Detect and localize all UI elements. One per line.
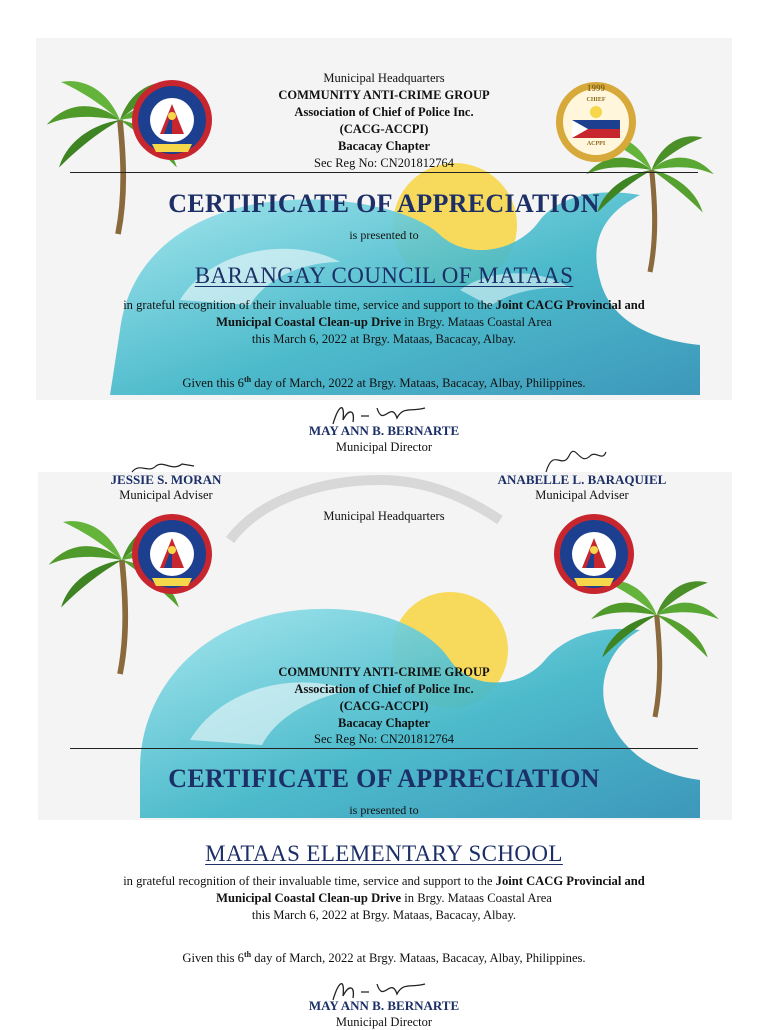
director-role: Municipal Director — [335, 440, 433, 454]
given-suffix: day of March, 2022 at Brgy. Mataas, Bacacay, Albay, Philippines. — [251, 376, 586, 391]
director-name: MAY ANN B. BERNARTE — [308, 423, 460, 438]
recognition-event-part-1: Joint CACG Provincial and — [495, 874, 645, 888]
org-sec-reg: Sec Reg No: CN201812764 — [314, 732, 454, 746]
adviser-1-block — [46, 472, 286, 503]
recognition-line-1 — [0, 297, 768, 314]
org-acronym: (CACG-ACCPI) — [339, 699, 429, 713]
org-name: COMMUNITY ANTI-CRIME GROUP — [278, 665, 490, 679]
org-acronym: (CACG-ACCPI) — [339, 122, 429, 136]
cacg-seal-logo — [130, 512, 214, 596]
given-line — [0, 371, 768, 392]
certificate-title: CERTIFICATE OF APPRECIATION — [168, 764, 600, 793]
director-name: MAY ANN B. BERNARTE — [308, 998, 460, 1013]
recognition-lead: in grateful recognition of their invaluable time, service and support to the — [123, 298, 496, 312]
given-suffix: day of March, 2022 at Brgy. Mataas, Bacacay, Albay, Philippines. — [251, 951, 586, 966]
recognition-line-1 — [0, 873, 768, 890]
recognition-tail: in Brgy. Mataas Coastal Area — [401, 891, 552, 905]
adviser-1-role: Municipal Adviser — [119, 488, 213, 502]
org-association: Association of Chief of Police Inc. — [294, 105, 474, 119]
recognition-line-2 — [0, 890, 768, 907]
given-prefix: Given this 6 — [182, 951, 244, 966]
recognition-event-part-1: Joint CACG Provincial and — [495, 298, 645, 312]
director-role: Municipal Director — [335, 1015, 433, 1029]
org-name: COMMUNITY ANTI-CRIME GROUP — [278, 88, 490, 102]
adviser-1-name: JESSIE S. MORAN — [110, 472, 222, 487]
recipient-name: BARANGAY COUNCIL OF MATAAS — [194, 263, 574, 288]
accpi-seal-year: 1999 — [587, 83, 605, 93]
adviser-2-block — [462, 472, 702, 503]
cacg-seal-logo-right — [552, 512, 636, 596]
header-divider — [70, 172, 698, 173]
presented-to-text: is presented to — [349, 803, 419, 817]
recognition-tail: in Brgy. Mataas Coastal Area — [401, 315, 552, 329]
recognition-date-line: this March 6, 2022 at Brgy. Mataas, Bacacay, Albay. — [251, 908, 517, 922]
org-sec-reg: Sec Reg No: CN201812764 — [314, 156, 454, 170]
accpi-seal-bottom-text: ACPPI — [586, 141, 606, 147]
given-prefix: Given this 6 — [182, 376, 244, 391]
recognition-event-part-2: Municipal Coastal Clean-up Drive — [216, 315, 402, 329]
adviser-2-role: Municipal Adviser — [535, 488, 629, 502]
org-association: Association of Chief of Police Inc. — [294, 682, 474, 696]
org-headquarters: Municipal Headquarters — [323, 509, 445, 523]
accpi-seal-top-text: CHIEF — [586, 97, 606, 103]
certificate-title: CERTIFICATE OF APPRECIATION — [168, 189, 600, 218]
org-chapter: Bacacay Chapter — [338, 716, 430, 730]
given-ordinal: th — [243, 950, 252, 959]
org-headquarters: Municipal Headquarters — [323, 71, 445, 85]
recognition-event-part-2: Municipal Coastal Clean-up Drive — [216, 891, 402, 905]
recipient-name: MATAAS ELEMENTARY SCHOOL — [205, 841, 563, 866]
presented-to-text: is presented to — [349, 228, 419, 242]
adviser-2-name: ANABELLE L. BARAQUIEL — [497, 472, 667, 487]
given-line — [0, 946, 768, 967]
org-chapter: Bacacay Chapter — [338, 139, 430, 153]
recognition-date-line: this March 6, 2022 at Brgy. Mataas, Bacacay, Albay. — [251, 332, 517, 346]
header-divider — [70, 748, 698, 749]
given-ordinal: th — [243, 375, 252, 384]
recognition-line-2 — [0, 314, 768, 331]
recognition-lead: in grateful recognition of their invaluable time, service and support to the — [123, 874, 496, 888]
